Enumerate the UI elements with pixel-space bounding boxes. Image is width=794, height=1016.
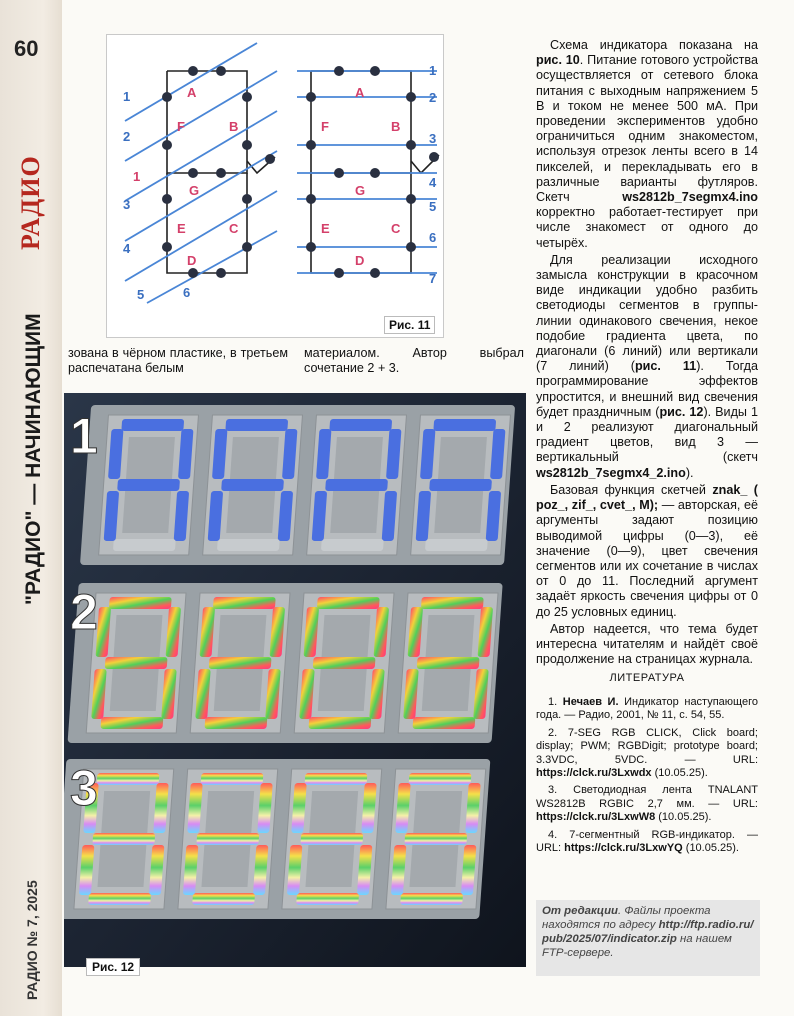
left-label-a: A bbox=[187, 85, 197, 100]
article-column-right bbox=[536, 38, 758, 667]
literature-link[interactable]: https://clck.ru/3LxwW8 bbox=[536, 811, 656, 824]
lit-segment bbox=[325, 479, 388, 491]
lit-segment bbox=[121, 419, 184, 431]
lit-segment bbox=[305, 773, 368, 785]
left-line-num: 2 bbox=[123, 129, 131, 144]
right-label-c: C bbox=[391, 221, 401, 236]
lit-segment bbox=[113, 539, 176, 551]
editor-note-text: От редакции. Файлы проекта находятся по адресу http://ftp.radio.ru/pub/2025/07/indicator.zip на нашем FTP-сервере. bbox=[542, 905, 754, 959]
lit-segment bbox=[313, 657, 376, 669]
lit-segment bbox=[217, 539, 280, 551]
left-label-f: F bbox=[177, 119, 185, 134]
issue-info: РАДИО № 7, 2025 bbox=[24, 880, 40, 1000]
right-label-d: D bbox=[355, 253, 365, 268]
right-label-a: A bbox=[355, 85, 365, 100]
indicator-row-3 bbox=[64, 759, 490, 919]
figure-12-caption: Рис. 12 bbox=[86, 958, 140, 976]
left-line-num: 4 bbox=[123, 241, 131, 256]
right-segment-labels bbox=[321, 85, 401, 268]
segment-wiring-svg bbox=[107, 35, 443, 337]
paragraph-3: Базовая функция скетчей znak_ ( poz_, zif_, cvet_, M); — авторская, её аргументы задают позицию выводимой цифры (0—3), её значение (0—9), цвет свечения сегментов или их сочетание в числах от 0 до 11. Последний аргумент задаёт яркость свечения цифры от 0 до 25 условных единиц. bbox=[536, 482, 759, 619]
right-label-e: E bbox=[321, 221, 330, 236]
lit-segment bbox=[213, 597, 276, 609]
left-line-num: 3 bbox=[123, 197, 131, 212]
right-line-num: 3 bbox=[429, 131, 437, 146]
right-line-num: 1 bbox=[429, 63, 437, 78]
lit-segment bbox=[421, 597, 484, 609]
left-line-num: 6 bbox=[183, 285, 191, 300]
lit-segment bbox=[400, 893, 463, 905]
lit-segment bbox=[205, 717, 268, 729]
section-title: "РАДИО" — НАЧИНАЮЩИМ bbox=[22, 313, 45, 605]
lit-segment bbox=[300, 833, 363, 845]
literature-link[interactable]: https://clck.ru/3Lxwdx bbox=[536, 767, 652, 780]
left-line-num: 1 bbox=[123, 89, 131, 104]
right-line-num: 4 bbox=[429, 175, 437, 190]
lit-segment bbox=[201, 773, 264, 785]
lit-segment bbox=[296, 893, 359, 905]
row-number-3: 3 bbox=[70, 760, 98, 816]
left-start-num: 1 bbox=[133, 169, 141, 184]
text-under-figure-right: материалом. Автор выбрал сочетание 2 + 3. bbox=[304, 346, 524, 376]
lit-segment bbox=[88, 893, 151, 905]
lit-segment bbox=[117, 479, 180, 491]
vertical-title-strip bbox=[0, 0, 62, 1016]
lit-segment bbox=[192, 893, 255, 905]
left-label-c: C bbox=[229, 221, 239, 236]
literature-heading: ЛИТЕРАТУРА bbox=[609, 672, 685, 684]
lit-segment bbox=[221, 479, 284, 491]
page-number: 60 bbox=[14, 36, 39, 61]
indicator-row-2 bbox=[68, 583, 503, 743]
literature-list bbox=[536, 696, 758, 859]
lit-segment bbox=[109, 597, 172, 609]
paragraph-1: Схема индикатора показана на рис. 10. Питание готового устройства осуществляется от сетевого блока питания с выходным напряжением 5 В и током не менее 500 мА. При проведении экспериментов удобно ограничиться одним знакоместом, используя отрезок ленты всего в 14 пикселей, и перекладывать его в различные варианты футляров. Скетч ws2812b_7segmx4.ino корректно работает-тестирует при числе знакомест от одного до четырёх. bbox=[536, 38, 758, 250]
row-number-1: 1 bbox=[70, 408, 98, 464]
literature-link[interactable]: https://clck.ru/3LxwYQ bbox=[564, 842, 683, 855]
lit-segment bbox=[105, 657, 168, 669]
right-label-g: G bbox=[355, 183, 366, 198]
lit-segment bbox=[409, 773, 472, 785]
figure-12-photo bbox=[64, 393, 526, 967]
right-label-b: B bbox=[391, 119, 401, 134]
right-line-num: 5 bbox=[429, 199, 437, 214]
lit-segment bbox=[225, 419, 288, 431]
left-label-e: E bbox=[177, 221, 186, 236]
lit-segment bbox=[196, 833, 259, 845]
paragraph-2: Для реализации исходного замысла конструкции в красочном виде индикации удобно разбить светодиоды сегментов в группы-линии одинакового свечения, некое подобие градиента цвета, по диагонали (6 линий) или вертикали (7 линий) (рис. 11). Тогда программирование эффектов упростится, и внешний вид свечения будет праздничным (рис. 12). Виды 1 и 2 реализуют диагональный градиент цветов, вид 3 — вертикальный (скетч ws2812b_7segmx4_2.ino). bbox=[536, 252, 759, 480]
lit-segment bbox=[92, 833, 155, 845]
lit-segment bbox=[97, 773, 160, 785]
paragraph-4: Автор надеется, что тема будет интересна читателям и найдёт своё продолжение на страницах журнала. bbox=[536, 621, 758, 667]
figure-11-caption: Рис. 11 bbox=[384, 316, 435, 334]
row-number-2: 2 bbox=[70, 584, 98, 640]
lit-segment bbox=[404, 833, 467, 845]
right-horizontal-lines bbox=[297, 71, 437, 273]
right-label-f: F bbox=[321, 119, 329, 134]
left-label-b: B bbox=[229, 119, 239, 134]
magazine-logo: РАДИО bbox=[16, 155, 45, 250]
lit-segment bbox=[425, 539, 488, 551]
left-label-g: G bbox=[189, 183, 200, 198]
lit-segment bbox=[309, 717, 372, 729]
left-line-num: 5 bbox=[137, 287, 145, 302]
lit-segment bbox=[433, 419, 496, 431]
literature-item: 1. Нечаев И. Индикатор наступающего года. — Радио, 2001, № 11, с. 54, 55. bbox=[536, 696, 758, 722]
right-line-numbers bbox=[429, 63, 437, 286]
lit-segment bbox=[329, 419, 392, 431]
left-label-d: D bbox=[187, 253, 197, 268]
right-line-num: 7 bbox=[429, 271, 437, 286]
right-line-num: 2 bbox=[429, 90, 437, 105]
lit-segment bbox=[417, 657, 480, 669]
indicator-row-1 bbox=[80, 405, 515, 565]
literature-item: 4. 7-сегментный RGB-индикатор. — URL: https://clck.ru/3LxwYQ (10.05.25). bbox=[536, 828, 758, 855]
literature-item: 3. Светодиодная лента TNALANT WS2812B RGBIC 2,7 мм. — URL: https://clck.ru/3LxwW8 (10.05.25). bbox=[536, 784, 758, 824]
lit-segment bbox=[321, 539, 384, 551]
right-line-num: 6 bbox=[429, 230, 437, 245]
lit-segment bbox=[429, 479, 492, 491]
figure-11-diagram bbox=[106, 34, 444, 338]
lit-segment bbox=[209, 657, 272, 669]
indicator-rows bbox=[64, 405, 515, 919]
literature-item: 2. 7-SEG RGB CLICK, Click board; display; PWM; RGBDigit; prototype board; 3.3VDC, 5VDC. — URL: https://clck.ru/3Lxwdx (10.05.25). bbox=[536, 726, 758, 780]
indicator-photo-svg bbox=[64, 393, 526, 967]
text-under-figure-left: зована в чёрном пластике, в третьем распечатана белым bbox=[68, 346, 288, 376]
lit-segment bbox=[317, 597, 380, 609]
lit-segment bbox=[413, 717, 476, 729]
lit-segment bbox=[101, 717, 164, 729]
ftp-link[interactable]: http://ftp.radio.ru/pub/2025/07/indicator.zip bbox=[542, 919, 754, 945]
